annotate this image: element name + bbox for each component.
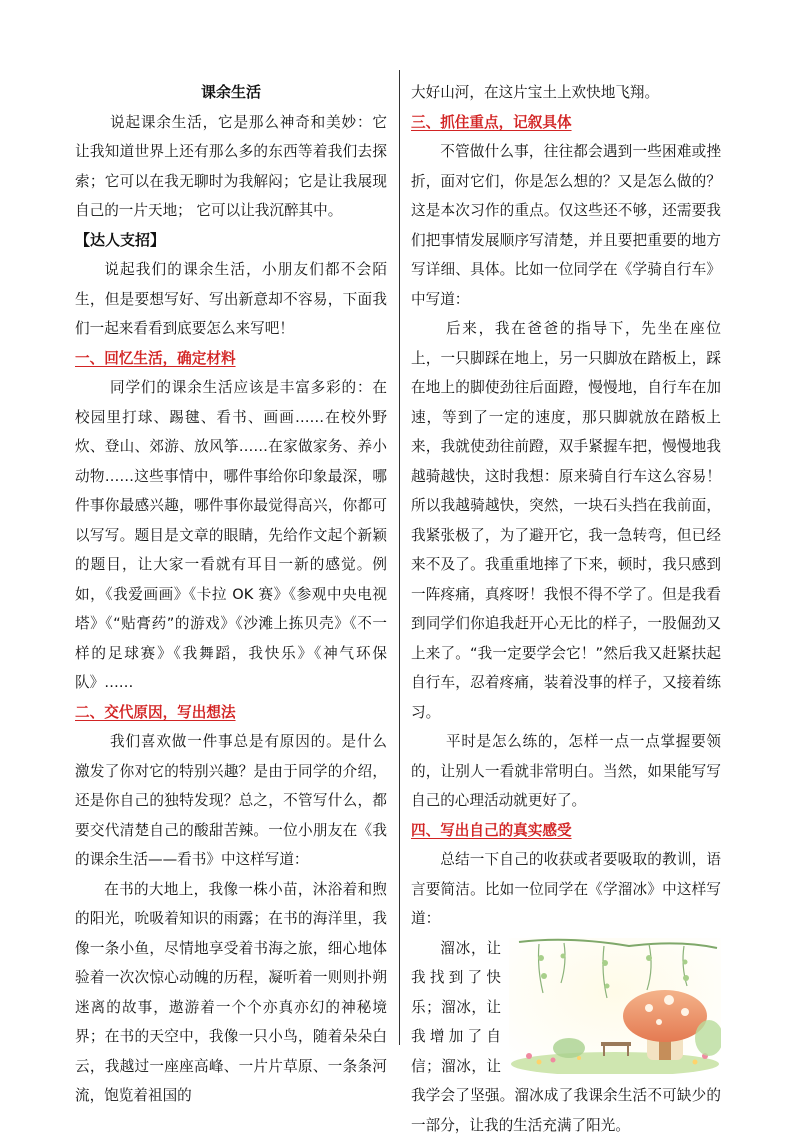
page-title: 课余生活 <box>75 78 387 108</box>
bike-example-paragraph: 后来，我在爸爸的指导下，先坐在座位上，一只脚踩在地上，另一只脚放在踏板上，踩在地上的脚使劲往后面蹬，慢慢地，自行车在加速，等到了一定的速度，那只脚就放在踏板上来，我就使劲往前蹬，双手紧握车把，慢慢地我越骑越快，这时我想：原来骑自行车这么容易！所以我越骑越快，突然，一块石头挡在我前面，我紧张极了，为了避开它，我一急转弯，但已经来不及了。我重重地摔了下来，顿时，我只感到一阵疼痛，真疼呀！我恨不得不学了。但是我看到同学们你追我赶开心无比的样子，一股倔劲又上来了。“我一定要学会它！”然后我又赶紧扶起自行车，忍着疼痛，装着没事的样子，又接着练习。 <box>411 314 721 727</box>
column-divider <box>399 70 400 1045</box>
section-heading-3: 三、抓住重点，记叙具体 <box>411 108 721 138</box>
mushroom-house-illustration <box>509 938 721 1074</box>
tips-heading: 【达人支招】 <box>75 226 387 256</box>
reading-example-paragraph: 在书的大地上，我像一株小苗，沐浴着和煦的阳光，吮吸着知识的雨露；在书的海洋里，我像一条小鱼，尽情地享受着书海之旅，细心地体验着一次次惊心动魄的历程，凝听着一则则扑朔迷离的故事，遨游着一个个亦真亦幻的神秘境界；在书的天空中，我像一只小鸟，随着朵朵白云，我越过一座座高峰、一片片草原、一条条河流，饱览着祖国的 <box>75 875 387 1111</box>
section-heading-1: 一、回忆生活，确定材料 <box>75 344 387 374</box>
intro-paragraph: 说起课余生活，它是那么神奇和美妙：它让我知道世界上还有那么多的东西等着我们去探索；它可以在我无聊时为我解闷；它是让我展现自己的一片天地； 它可以让我沉醉其中。 <box>75 108 387 226</box>
section-3-paragraph: 不管做什么事，往往都会遇到一些困难或挫折，面对它们，你是怎么想的？又是怎么做的？这是本次习作的重点。仅这些还不够，还需要我们把事情发展顺序写清楚，并且要把重要的地方写详细、具体。比如一位同学在《学骑自行车》中写道： <box>411 137 721 314</box>
continued-text: 大好山河，在这片宝土上欢快地飞翔。 <box>411 78 721 108</box>
left-column <box>75 78 387 1111</box>
section-4-paragraph: 总结一下自己的收获或者要吸取的教训，语言要简洁。比如一位同学在《学溜冰》中这样写道： <box>411 845 721 934</box>
section-3-summary: 平时是怎么练的，怎样一点一点掌握要领的，让别人一看就非常明白。当然，如果能写写自己的心理活动就更好了。 <box>411 727 721 816</box>
right-column <box>411 78 721 1140</box>
section-2-paragraph: 我们喜欢做一件事总是有原因的。是什么激发了你对它的特别兴趣？是由于同学的介绍，还是你自己的独特发现？总之，不管写什么，都要交代清楚自己的酸甜苦辣。一位小朋友在《我的课余生活——看书》中这样写道： <box>75 727 387 875</box>
skating-example <box>411 934 721 1140</box>
tips-paragraph: 说起我们的课余生活，小朋友们都不会陌生，但是要想写好、写出新意却不容易，下面我们一起来看看到底要怎么来写吧！ <box>75 255 387 344</box>
section-heading-4: 四、写出自己的真实感受 <box>411 816 721 846</box>
skating-example-paragraph: 溜冰，让我找到了快乐；溜冰，让我增加了自信；溜冰，让我学会了坚强。溜冰成了我课余生活不可缺少的一部分，让我的生活充满了阳光。 <box>411 934 721 1140</box>
section-1-paragraph: 同学们的课余生活应该是丰富多彩的：在校园里打球、踢毽、看书、画画……在校外野炊、登山、郊游、放风筝……在家做家务、养小动物……这些事情中，哪件事给你印象最深，哪件事你最感兴趣，哪件事你最觉得高兴，你都可以写写。题目是文章的眼睛，先给作文起个新颖的题目，让大家一看就有耳目一新的感觉。例如，《我爱画画》《卡拉 OK 赛》《参观中央电视塔》《“贴膏药”的游戏》《沙滩上拣贝壳》《不一样的足球赛》《我舞蹈，我快乐》《神气环保队》…… <box>75 373 387 698</box>
section-heading-2: 二、交代原因，写出想法 <box>75 698 387 728</box>
